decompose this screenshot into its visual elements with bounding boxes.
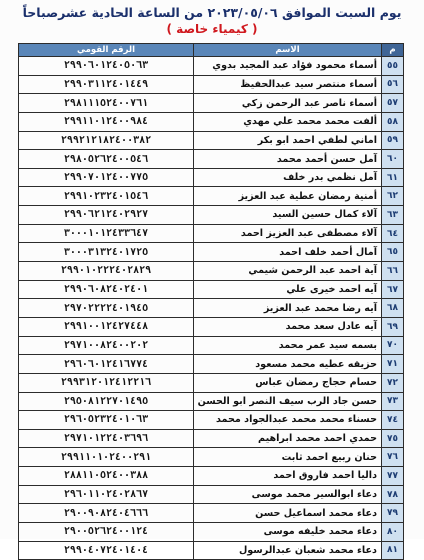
exam-date-title: يوم السبت الموافق ٢٠٢٣/٠٥/٠٦ من الساعة الحادية عشرصباحاً	[22, 5, 402, 20]
row-index: ٦٥	[382, 243, 404, 262]
student-name: آيه رضا محمد عبد العزيز	[194, 299, 382, 318]
table-row	[19, 448, 404, 467]
student-name: ألفت محمد محمد علي مهدي	[194, 112, 382, 131]
table-row	[19, 467, 404, 486]
student-name: أمنية رمضان عطية عبد العزيز	[194, 187, 382, 206]
student-name: آلاء كمال حسين السيد	[194, 206, 382, 225]
student-name: حسام حجاج رمضان عباس	[194, 373, 382, 392]
column-header-name: الاسم	[194, 44, 382, 57]
national-id: ٢٩٧١٠٠٨٢٤٠٠٢٠٢	[19, 336, 194, 355]
student-name: حزيقه عطيه محمد مسعود	[194, 355, 382, 374]
table-row	[19, 280, 404, 299]
student-name: دعاء محمد شعبان عبدالرسول	[194, 541, 382, 560]
students-table	[18, 43, 404, 560]
national-id: ٣٠٠٠٣١٣٢٤٠١٧٢٥	[19, 243, 194, 262]
national-id: ٢٩٩٠٤٠٧٢٤٠١٤٠٤	[19, 541, 194, 560]
national-id: ٢٩٩٠٦٠١٢٤٠٥٠٦٣	[19, 57, 194, 76]
national-id: ٢٩٦٠٥٢٣٢٤٠١٠٦٣	[19, 411, 194, 430]
national-id: ٢٩٦٠٦٠١٢٤١٦٧٧٤	[19, 355, 194, 374]
row-index: ٧٣	[382, 392, 404, 411]
student-name: آمل نظمي بدر خلف	[194, 168, 382, 187]
table-row	[19, 262, 404, 281]
row-index: ٦٣	[382, 206, 404, 225]
national-id: ٢٩٥٠٨١٢٢٧٠١٤٩٥	[19, 392, 194, 411]
document-header	[0, 2, 424, 42]
national-id: ٢٩٠٠٩٠٨٢٤٠٤٦٦٦	[19, 504, 194, 523]
student-name: آلاء مصطفى عبد العزيز احمد	[194, 224, 382, 243]
national-id: ٢٩٩١٠٢٣٢٤٠١٥٤٦	[19, 187, 194, 206]
table-row	[19, 299, 404, 318]
row-index: ٥٥	[382, 57, 404, 76]
row-index: ٧٩	[382, 504, 404, 523]
table-row	[19, 317, 404, 336]
row-index: ٦٠	[382, 150, 404, 169]
student-name: أسماء محمود فؤاد عبد المجيد بدوي	[194, 57, 382, 76]
national-id: ٢٩٩٠٦٢١٢٤٠٢٩٢٧	[19, 206, 194, 225]
national-id: ٢٩٩٠٧٠١٢٤٠٠٧٧٥	[19, 168, 194, 187]
student-name: اماني لطفي احمد ابو بكر	[194, 131, 382, 150]
student-name: حمدي احمد محمد ابراهيم	[194, 429, 382, 448]
table-body	[19, 57, 404, 560]
table-row	[19, 429, 404, 448]
national-id: ٢٩٩١١٠١٢٤٠٠٩٨٤	[19, 112, 194, 131]
national-id: ٢٩٧١٠١٢٢٤٠٣٦٩٦	[19, 429, 194, 448]
national-id: ٢٩٧٠٢٢٢٢٤٠١٩٤٥	[19, 299, 194, 318]
student-name: حسن جاد الرب سيف النصر ابو الحسن	[194, 392, 382, 411]
student-name: أسماء ناصر عبد الرحمن زكي	[194, 94, 382, 113]
student-name: آية احمد عبد الرحمن شيمي	[194, 262, 382, 281]
table-row	[19, 336, 404, 355]
row-index: ٧٧	[382, 467, 404, 486]
table-row	[19, 373, 404, 392]
table-row	[19, 131, 404, 150]
student-name: دعاء ابوالسير محمد موسى	[194, 485, 382, 504]
table-row	[19, 392, 404, 411]
national-id: ٢٩٩٢١٢١٨٢٤٠٠٣٨٢	[19, 131, 194, 150]
table-row	[19, 485, 404, 504]
subject-subtitle: ( كيمياء خاصة )	[166, 22, 258, 36]
national-id: ٢٨٨١١٠٥٢٤٠٠٣٨٨	[19, 467, 194, 486]
table-row	[19, 75, 404, 94]
column-header-national-id: الرقم القومي	[19, 44, 194, 57]
row-index: ٦٢	[382, 187, 404, 206]
student-name: حسناء محمد محمد عبدالجواد محمد	[194, 411, 382, 430]
national-id: ٢٩٠٠٥٢٦٢٤٠٠١٢٤	[19, 523, 194, 542]
row-index: ٥٦	[382, 75, 404, 94]
table-row	[19, 541, 404, 560]
row-index: ٥٨	[382, 112, 404, 131]
row-index: ٧١	[382, 355, 404, 374]
student-name: آيه احمد خيرى علي	[194, 280, 382, 299]
table-row	[19, 523, 404, 542]
row-index: ٦٩	[382, 317, 404, 336]
table-row	[19, 150, 404, 169]
column-header-index: م	[382, 44, 404, 57]
national-id: ٢٩٩٠٣١١٢٤٠١٤٤٩	[19, 75, 194, 94]
student-name: أسماء منتصر سيد عبدالحفيظ	[194, 75, 382, 94]
table-row	[19, 112, 404, 131]
row-index: ٧٤	[382, 411, 404, 430]
national-id: ٢٩٩٠١٠٢٢٢٤٠٢٨٢٩	[19, 262, 194, 281]
student-name: حنان ربيع احمد ثابت	[194, 448, 382, 467]
table-row	[19, 187, 404, 206]
national-id: ٢٩٩٠٦٠٨٢٤٠٢٤٠١	[19, 280, 194, 299]
student-name: دعاء محمد اسماعيل حسن	[194, 504, 382, 523]
national-id: ٢٩٩١١٠١٠٢٤٠٠٢٩١	[19, 448, 194, 467]
table-row	[19, 355, 404, 374]
row-index: ٦٦	[382, 262, 404, 281]
table-row	[19, 94, 404, 113]
row-index: ٥٧	[382, 94, 404, 113]
student-name: بسمه سيد عمر محمد	[194, 336, 382, 355]
table-header-row	[19, 44, 404, 57]
row-index: ٧٨	[382, 485, 404, 504]
student-name: آيه عادل سعد محمد	[194, 317, 382, 336]
row-index: ٦٨	[382, 299, 404, 318]
table-row	[19, 206, 404, 225]
student-name: آمال أحمد خلف احمد	[194, 243, 382, 262]
table-row	[19, 57, 404, 76]
table-row	[19, 224, 404, 243]
national-id: ٣٠٠٠١٠١٢٤٣٣٦٤٧	[19, 224, 194, 243]
national-id: ٢٩٩٣١٢٠١٢٤١٢٢١٦	[19, 373, 194, 392]
row-index: ٧٥	[382, 429, 404, 448]
row-index: ٦١	[382, 168, 404, 187]
national-id: ٢٩٨١١١٥٢٤٠٠٧٦١	[19, 94, 194, 113]
student-name: داليا احمد فاروق احمد	[194, 467, 382, 486]
row-index: ٨٠	[382, 523, 404, 542]
student-name: دعاء محمد خليفه موسى	[194, 523, 382, 542]
table-row	[19, 411, 404, 430]
national-id: ٢٩٩١٠٠١٢٤٢٧٤٤٨	[19, 317, 194, 336]
row-index: ٧٦	[382, 448, 404, 467]
table-row	[19, 168, 404, 187]
national-id: ٢٩٨٠٥٢٦٢٤٠٠٥٤٦	[19, 150, 194, 169]
row-index: ٦٤	[382, 224, 404, 243]
table-row	[19, 504, 404, 523]
row-index: ٥٩	[382, 131, 404, 150]
table-row	[19, 243, 404, 262]
national-id: ٢٩٦٠١١٠٢٤٠٢٨٦٧	[19, 485, 194, 504]
row-index: ٧٢	[382, 373, 404, 392]
row-index: ٦٧	[382, 280, 404, 299]
student-name: آمل حسن أحمد محمد	[194, 150, 382, 169]
row-index: ٧٠	[382, 336, 404, 355]
row-index: ٨١	[382, 541, 404, 560]
